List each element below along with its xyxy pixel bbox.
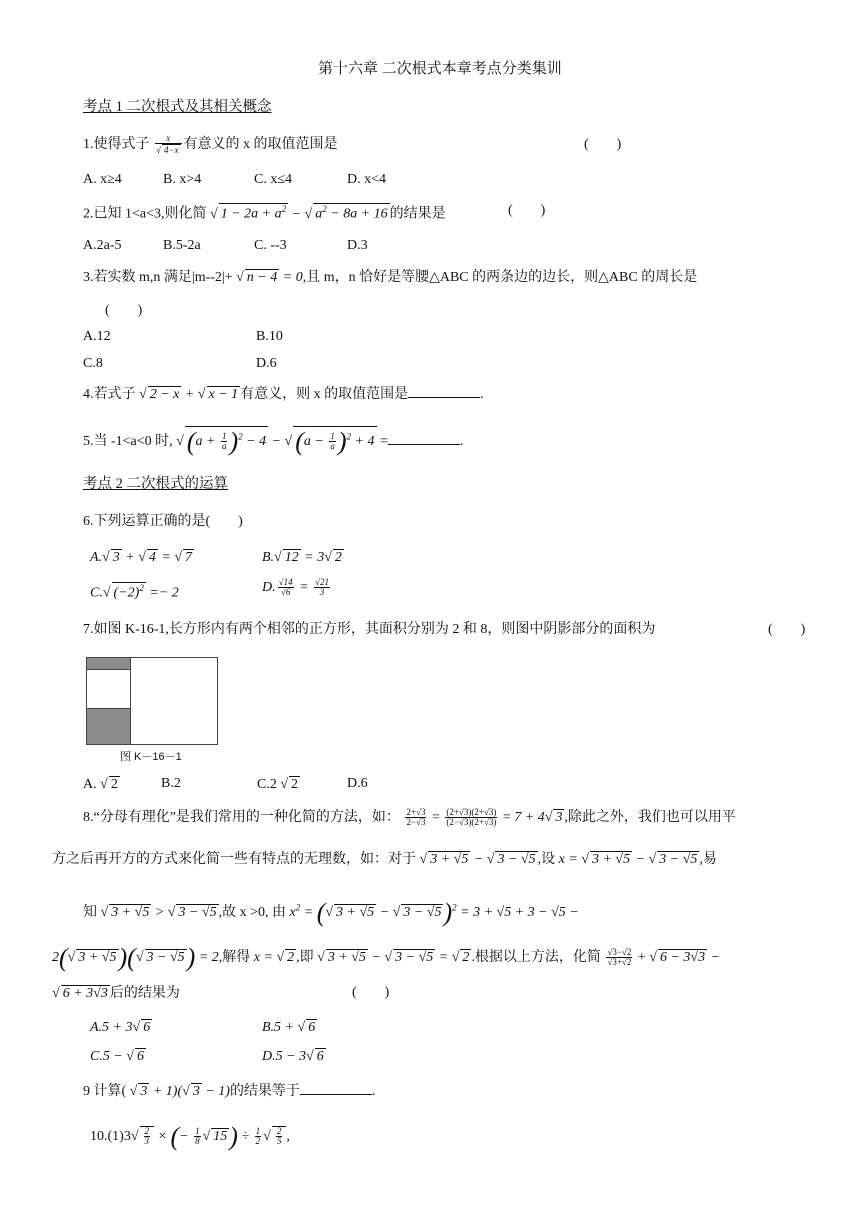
q6-option-a: A.√ 3 + √ 4 = √ 7 xyxy=(90,550,193,565)
q2-suffix: 的结果是 xyxy=(389,206,446,222)
q7-option-b: B.2 xyxy=(161,776,181,791)
question-6: 6.下列运算正确的是( ) xyxy=(83,514,243,529)
q9-blank xyxy=(300,1082,372,1095)
q2-answer-paren: ( ) xyxy=(508,203,546,218)
q6-option-c: C.√ $(-2)^2 =- 2$ xyxy=(90,583,179,601)
q3-expression: √ n − 4 = 0 xyxy=(236,270,303,285)
q5-expression: √ (a + $\frac{1}{a}$ )$^2$ − 4 − √ (a − $\frac{1}{a}$ )$^2$ + 4 xyxy=(176,427,375,456)
q8-option-a: A.5 + 3√ 6 xyxy=(90,1020,151,1035)
q1-suffix: 有意义的 x 的取值范围是 xyxy=(183,137,338,153)
q1-fraction: $\frac{x}{√ 4-x}$ xyxy=(155,134,182,156)
question-8-line-1: 8.“分母有理化”是我们常用的一种化简的方法，如： $\frac{2+√3}{2-√3}$ = $\frac{(2+√3)(2+√3)}{(2-√3)(2+√3)}$ = 7 + 4√ 3 ,除此之外，我们也可以用平 xyxy=(83,807,736,828)
q2-prefix: 2.已知 1<a<3,则化简 xyxy=(83,206,207,222)
shaded-region-top xyxy=(87,658,131,670)
question-2 xyxy=(83,203,446,223)
q1-answer-paren: ( ) xyxy=(584,137,622,152)
q2-option-c: C. --3 xyxy=(254,238,287,253)
small-square xyxy=(87,670,131,709)
q3-suffix: ,且 m，n 恰好是等腰△ABC 的两条边的边长，则△ABC 的周长是 xyxy=(302,270,698,285)
q2-option-a: A.2a-5 xyxy=(83,238,122,253)
q1-option-a: A. x≥4 xyxy=(83,172,122,187)
page-title: 第十六章 二次根式本章考点分类集训 xyxy=(318,61,562,77)
q7-option-d: D.6 xyxy=(347,776,368,791)
question-3 xyxy=(83,269,697,287)
question-8-line-3: 知 √ 3 + √5 > √ 3 − √5 ,故 x >0, 由 $x^2$ = (√ 3 + √5 − √ 3 − √5)$^2$ = 3 + √5 + 3 − √5 − xyxy=(83,898,579,927)
q3-answer-paren: ( ) xyxy=(105,303,143,318)
q6-option-b: B.√ 12 = 3√ 2 xyxy=(262,550,342,565)
question-1 xyxy=(83,134,338,156)
q3-prefix: 3.若实数 m,n 满足|m--2|+ xyxy=(83,270,233,285)
q1-option-c: C. x≤4 xyxy=(254,172,293,187)
q5-blank xyxy=(388,432,460,445)
question-5: 5.当 -1<a<0 时, √ (a + $\frac{1}{a}$ )$^2$ − 4 − √ (a − $\frac{1}{a}$ )$^2$ + 4 = . xyxy=(83,427,464,456)
figure-k-16-1 xyxy=(86,657,218,745)
question-10: 10.(1)3√ $\frac{2}{3}$ × (− $\frac{1}{8}$ √ 15) ÷ $\frac{1}{2}$ √ $\frac{2}{5}$ , xyxy=(90,1122,290,1151)
q5-prefix: 5.当 -1<a<0 时, xyxy=(83,434,173,450)
q3-option-c: C.8 xyxy=(83,356,103,371)
q8-option-b: B.5 + √ 6 xyxy=(262,1020,316,1035)
q4-expression: √ 2 − x + √ x − 1 xyxy=(139,387,239,402)
q7-option-a: A. √ 2 xyxy=(83,777,118,792)
q4-blank xyxy=(408,385,480,398)
figure-caption: 图 K－16－1 xyxy=(120,751,182,763)
question-8-line-2: 方之后再开方的方式来化简一些有特点的无理数，如：对于 √ 3 + √5 − √ 3 − √5 ,设 x = √ 3 + √5 − √ 3 − √5 ,易 xyxy=(52,852,717,867)
q3-option-a: A.12 xyxy=(83,329,111,344)
q3-option-b: B.10 xyxy=(256,329,283,344)
section-heading-1: 考点 1 二次根式及其相关概念 xyxy=(83,99,272,115)
q4-suffix: 有意义，则 x 的取值范围是 xyxy=(240,387,409,402)
section-heading-2: 考点 2 二次根式的运算 xyxy=(83,476,228,492)
q7-answer-paren: ( ) xyxy=(768,622,806,637)
q2-expression: √ $1 - 2a + a^2$ − √ $a^2 - 8a + 16$ xyxy=(210,204,388,222)
question-8-line-5: √ 6 + 3√3 后的结果为 xyxy=(52,986,180,1001)
q8-option-c: C.5 − √ 6 xyxy=(90,1049,144,1064)
q4-prefix: 4.若式子 xyxy=(83,387,136,402)
q3-option-d: D.6 xyxy=(256,356,277,371)
q1-prefix: 1.使得式子 xyxy=(83,137,150,153)
shaded-region-bottom xyxy=(87,709,131,744)
question-7: 7.如图 K-16-1,长方形内有两个相邻的正方形，其面积分别为 2 和 8，则图中阴影部分的面积为 xyxy=(83,622,656,637)
q7-option-c: C.2 √ 2 xyxy=(257,777,299,792)
question-8-line-4: 2(√ 3 + √5)(√ 3 − √5) = 2,解得 x = √ 2 ,即 √ 3 + √5 − √ 3 − √5 = √ 2 .根据以上方法，化简 $\frac{√3-√2}{√3+√2}$ + √ 6 − 3√3 − xyxy=(52,943,721,972)
q8-option-d: D.5 − 3√ 6 xyxy=(262,1049,324,1064)
q2-option-b: B.5-2a xyxy=(163,238,201,253)
q1-option-b: B. x>4 xyxy=(163,172,202,187)
q6-option-d: D. $\frac{√14}{√6}$ = $\frac{√21}{3}$ xyxy=(262,577,329,598)
q2-option-d: D.3 xyxy=(347,238,368,253)
question-4: 4.若式子 √ 2 − x + √ x − 1 有意义，则 x 的取值范围是 . xyxy=(83,387,484,402)
q8-answer-paren: ( ) xyxy=(352,985,390,1000)
q1-option-d: D. x<4 xyxy=(347,172,387,187)
question-9: 9 计算( √ 3 + 1)(√ 3 − 1)的结果等于 . xyxy=(83,1084,376,1099)
